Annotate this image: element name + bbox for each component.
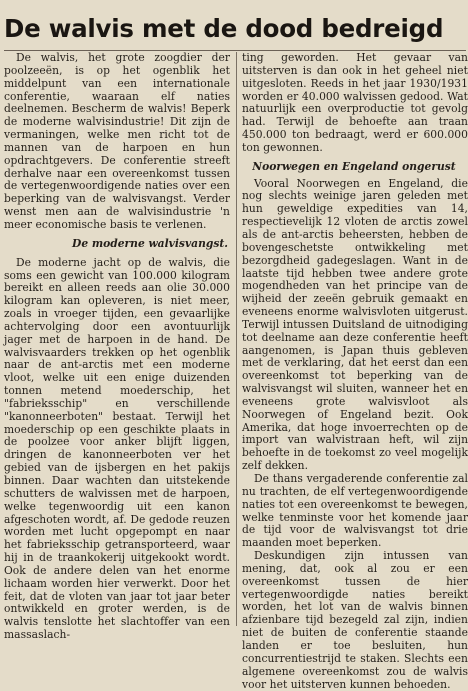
column-divider — [236, 52, 237, 626]
intro-paragraph: De walvis, het grote zoogdier der poolzeeën, is op het ogenblik het middelpunt van een internationale conferentie, waaraan elf naties deelnemen. Bescherm de walvis! Beperk de moderne walvisindustrie! Dit zijn de vermaningen, welke men richt tot de mannen van de harpoen en hun opdrachtgevers. De conferentie streeft derhalve naar een overeenkomst tussen de vertegenwoordigende naties over een beperking van de walvisvangst. Verder wenst men aan de walvisindustrie 'n meer economische basis te verlenen. — [4, 51, 230, 231]
left-column — [4, 52, 230, 642]
modern-whaling-paragraph: De moderne jacht op de walvis, die soms een gewicht van 100.000 kilogram bereikt en alleen reeds aan olie 30.000 kilogram kan opleveren, is niet meer, zoals in vroeger tijden, een gevaarlijke achtervolging door een avontuurlijk jager met de harpoen in de hand. De walvisvaarders trekken op het ogenblik naar de ant-arctis met een moderne vloot, welke uit een enige duizenden tonnen metend moederschip, het "fabrieksschip" en verschillende "kanonneerboten" bestaat. Terwijl het moederschip op een geschikte plaats in de poolzee voor anker blijft liggen, dringen de kanonneerboten ver het gebied van de ijsbergen en het pakijs binnen. Daar wachten dan uitstekende schutters de walvissen met de harpoen, welke tegenwoordig uit een kanon afgeschoten wordt, af. De gedode reuzen worden met lucht opgepompt en naar het fabrieksschip getransporteerd, waar hij in de traankokerij uitgekookt wordt. Ook de andere delen van het enorme lichaam worden hier verwerkt. Door het feit, dat de vloten van jaar tot jaar beter ontwikkeld en groter werden, is de walvis tenslotte het slachtoffer van een massaslach- — [4, 255, 230, 642]
norway-england-paragraph: Vooral Noorwegen en Engeland, die nog slechts weinige jaren geleden met hun geweldige expedities van 14, respectievelijk 12 vloten de arctis zowel als de ant-arctis beheersten, hebben de bovengeschetste ontwikkeling met bezorgdheid gadegeslagen. Want in de laatste tijd hebben twee andere grote mogendheden van het principe van de wijheid der zeeën gebruik gemaakt en eveneens enorme walvisvloten uitgerust. Terwijl intussen Duitsland de uitnodiging tot deelname aan deze conferentie heeft aangenomen, is Japan thuis gebleven met de verklaring, dat het eerst dan een overeenkomst tot beperking van de walvisvangst wil sluiten, wanneer het en eveneens grote walvisvloot als Noorwegen of Engeland bezit. Ook Amerika, dat hoge invoerrechten op de import van walvistraan heft, wil zijn behoefte in de toekomst zo veel mogelijk zelf dekken. — [242, 176, 468, 473]
subheading-modern-whaling: De moderne walvisvangst. — [72, 236, 228, 250]
experts-paragraph: Deskundigen zijn intussen van mening, dat, ook al zou er een overeenkomst tussen de hier vertegenwoordigde naties bereikt worden, het lot van de walvis binnen afzienbare tijd bezegeld zal zijn, indien niet de buiten de conferentie staande landen er toe besluiten, hun concurrentiestrijd te staken. Slechts een algemene overeenkomst zou de walvis voor het uitsterven kunnen behoeden. — [242, 549, 468, 691]
article-headline: De walvis met de dood bedreigd — [4, 14, 444, 43]
conference-paragraph: De thans vergaderende conferentie zal nu trachten, de elf vertegenwoordigende naties tot een overeenkomst te bewegen, welke tenminste voor het komende jaar de tijd voor de walvisvangst tot drie maanden moet beperken. — [242, 472, 468, 550]
continuation-paragraph: ting geworden. Het gevaar van uitsterven is dan ook in het geheel niet uitgesloten. Reeds in het jaar 1930/1931 worden er 40.000 walvissen gedood. Wat natuurlijk een overproductie tot gevolg had. Terwijl de behoefte aan traan 450.000 ton bedraagt, werd er 600.000 ton gewonnen. — [242, 51, 468, 154]
subheading-norway-england: Noorwegen en Engeland ongerust — [252, 159, 456, 173]
right-column — [242, 52, 468, 691]
